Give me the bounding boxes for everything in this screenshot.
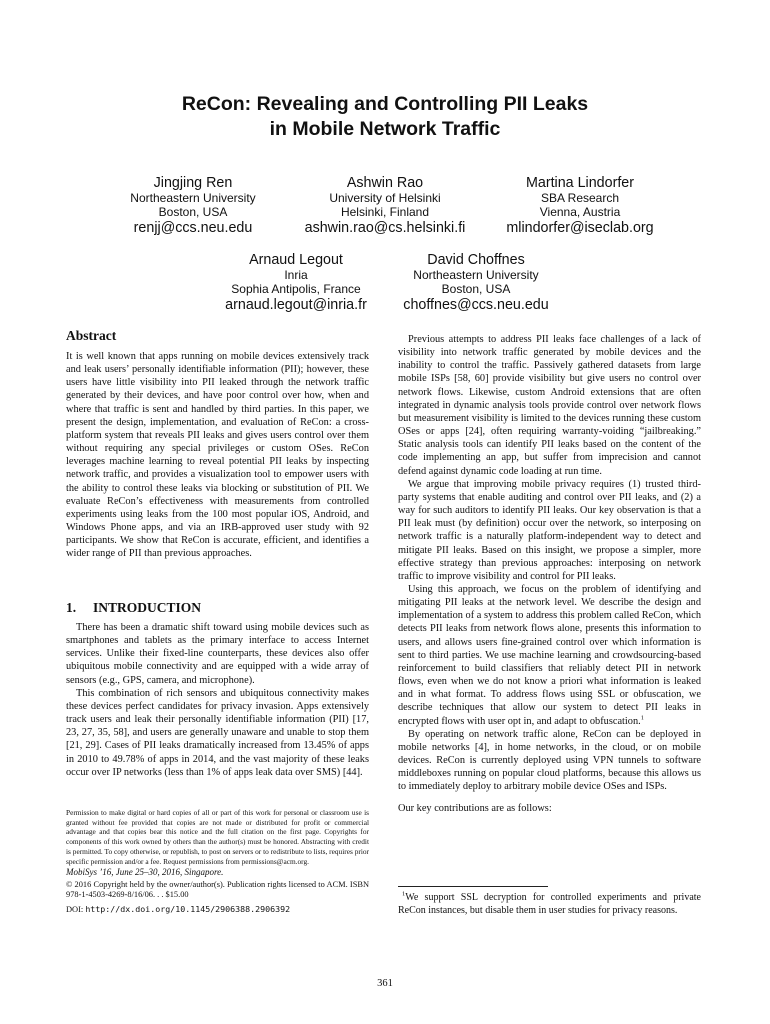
section-title: INTRODUCTION xyxy=(93,600,202,615)
body-paragraph: By operating on network traffic alone, ReCon can be deployed in mobile networks [4], in home networks, in the cloud, or on mobile devices. ReCon is currently deployed using VPN tunnels to software middleboxes running on popular cloud platforms, because this allows us to immediately deploy to arbitrary mobile device OSes and ISPs. xyxy=(398,728,701,793)
doi-label: DOI: xyxy=(66,904,86,914)
body-paragraph xyxy=(398,583,701,728)
author-affiliation: SBA Research xyxy=(540,191,620,205)
footnote xyxy=(398,892,701,917)
page-number: 361 xyxy=(377,978,393,989)
author-email: renjj@ccs.neu.edu xyxy=(133,220,253,236)
body-paragraph: Previous attempts to address PII leaks face challenges of a lack of visibility into network traffic generated by mobile devices and the inability to control the traffic. Passively gathered datasets from large mobile ISPs [58, 60] provide visibility but give users no control over network flows. Likewise, custom Android extensions that are often integrated in dynamic analysis tools provide control over network flows but measurement visibility is limited to the devices running these custom OSes or apps [24], often requiring warranty-voiding “jailbreaking.” Static analysis tools can identify PII leaks based on the content of the code implementing an app, but suffer from imprecision and cannot defend against dynamic code loading at run time. xyxy=(398,334,701,477)
author-location: Helsinki, Finland xyxy=(340,204,430,219)
section-number: 1. xyxy=(66,600,77,615)
abstract-heading: Abstract xyxy=(66,328,117,343)
abstract-body xyxy=(66,350,369,561)
intro-paragraph: This combination of rich sensors and ubiquitous connectivity makes these devices perfect candidates for privacy invasion. Apps extensively track users and leak their personally identifiable information (PII) [17, 23, 27, 35, 58], and users are generally unaware and unable to stop them [21, 29]. Cases of PII leaks dramatically increased from 13.45% of apps in 2010 to 49.78% of apps in 2014, and the vast majority of these leaks occur over IP networks (less than 1% of apps leak data over SMS) [44]. xyxy=(66,687,369,778)
author-name: Arnaud Legout xyxy=(249,252,343,268)
footnote-paragraph xyxy=(398,892,701,917)
doi-line xyxy=(66,905,369,915)
author-affiliation: Northeastern University xyxy=(413,268,539,282)
author-email: ashwin.rao@cs.helsinki.fi xyxy=(304,220,466,236)
author-name: Jingjing Ren xyxy=(153,175,233,191)
doi-link[interactable]: http://dx.doi.org/10.1145/2906388.2906392 xyxy=(85,903,291,914)
author-location: Sophia Antipolis, France xyxy=(231,281,361,296)
author-email: choffnes@ccs.neu.edu xyxy=(403,297,549,313)
author-location: Vienna, Austria xyxy=(539,204,621,219)
author-block-ren xyxy=(108,174,278,237)
body-paragraph: Our key contributions are as follows: xyxy=(398,803,552,815)
author-block-legout xyxy=(196,251,396,314)
author-name: Ashwin Rao xyxy=(346,175,424,191)
author-block-choffnes xyxy=(376,251,576,314)
permission-text: Permission to make digital or hard copies of all or part of this work for personal or classroom use is granted without fee provided that copies are not made or distributed for profit or commercial advantage and that copies bear this notice and the full citation on the first page. Copyrights for components of this work owned by others than the author(s) must be honored. Abstracting with credit is permitted. To copy otherwise, or republish, to post on servers or to redistribute to lists, requires prior specific permission and/or a fee. Request permissions from permissions@acm.org. xyxy=(66,808,369,866)
right-column-body xyxy=(398,333,701,816)
author-affiliation: University of Helsinki xyxy=(329,191,441,205)
conference-venue: MobiSys ’16, June 25–30, 2016, Singapore. xyxy=(66,867,224,878)
permission-notice xyxy=(66,808,369,914)
footnote-reference[interactable]: 1 xyxy=(640,714,644,722)
author-location: Boston, USA xyxy=(158,204,228,219)
title-line-2: in Mobile Network Traffic xyxy=(269,118,501,140)
author-email: arnaud.legout@inria.fr xyxy=(225,297,367,313)
paper-title xyxy=(60,92,710,142)
author-location: Boston, USA xyxy=(441,281,511,296)
author-block-lindorfer xyxy=(480,174,680,237)
body-paragraph: We argue that improving mobile privacy requires (1) trusted third-party systems that enable auditing and control over PII leaks, and (2) a way for such auditors to identify PII leaks. Our key observation is that a PII leak must (by definition) occur over the network, so interposing on network traffic is a naturally platform-independent way to detect and mitigate PII leaks. Based on this insight, we propose a simpler, more effective strategy than previous approaches: interposing on network traffic to improve visibility and control for PII leaks. xyxy=(398,478,701,582)
abstract-text: It is well known that apps running on mobile devices extensively track and leak users’ personally identifiable information (PII); however, these users have little visibility into PII leaked through the network traffic generated by their devices, and have poor control over how, when and where that traffic is sent and handled by third parties. In this paper, we present the design, implementation, and evaluation of ReCon: a cross-platform system that reveals PII leaks and gives users control over them without requiring any special privileges or custom OSes. ReCon leverages machine learning to reveal potential PII leaks by inspecting network traffic, and provides a visualization tool to empower users with the ability to control these leaks via blocking or substitution of PII. We evaluate ReCon’s effectiveness with measurements from controlled experiments using leaks from the 100 most popular iOS, Android, and Windows Phone apps, and via an IRB-approved user study with 92 participants. We show that ReCon is accurate, efficient, and identifies a wider range of PII than previous approaches. xyxy=(66,351,369,560)
author-affiliation: Northeastern University xyxy=(130,191,256,205)
author-block-rao xyxy=(285,174,485,237)
author-email: mlindorfer@iseclab.org xyxy=(506,220,654,236)
footnote-divider xyxy=(398,886,548,887)
introduction-body xyxy=(66,621,369,779)
intro-paragraph: There has been a dramatic shift toward using mobile devices such as smartphones and tablets as the primary interface to access Internet services. Unlike their fixed-line counterparts, these devices also offer ubiquitous mobile connectivity and are equipped with a wide array of sensors (e.g., GPS, camera, and microphone). xyxy=(66,622,369,686)
title-line-1: ReCon: Revealing and Controlling PII Leaks xyxy=(181,93,589,115)
footnote-marker: 1 xyxy=(402,890,406,898)
author-affiliation: Inria xyxy=(284,268,308,282)
introduction-heading xyxy=(66,600,201,616)
footnote-text: We support SSL decryption for controlled experiments and private ReCon instances, but disable them in user studies for privacy reasons. xyxy=(398,892,701,916)
author-name: Martina Lindorfer xyxy=(525,175,635,191)
paragraph-text: Using this approach, we focus on the problem of identifying and mitigating PII leaks at the network level. We describe the design and implementation of a system to address this problem called ReCon, which detects PII leaks from network flows alone, presents this information to users, and allows users fine-grained control over which information is sent to third parties. We use machine learning and crowdsourcing-based reinforcement to build classifiers that reliably detect PII in network flows, even when we do not know a priori what information is leaked and in what format. To address flows using SSL or obfuscation, we describe techniques that allow our system to detect PII leaks in encrypted flows with user opt in, and adapt to obfuscation. xyxy=(398,583,701,727)
author-name: David Choffnes xyxy=(427,252,525,268)
copyright-notice: © 2016 Copyright held by the owner/author(s). Publication rights licensed to ACM. ISBN 978-1-4503-4269-8/16/06. . . $15.00 xyxy=(66,879,369,900)
